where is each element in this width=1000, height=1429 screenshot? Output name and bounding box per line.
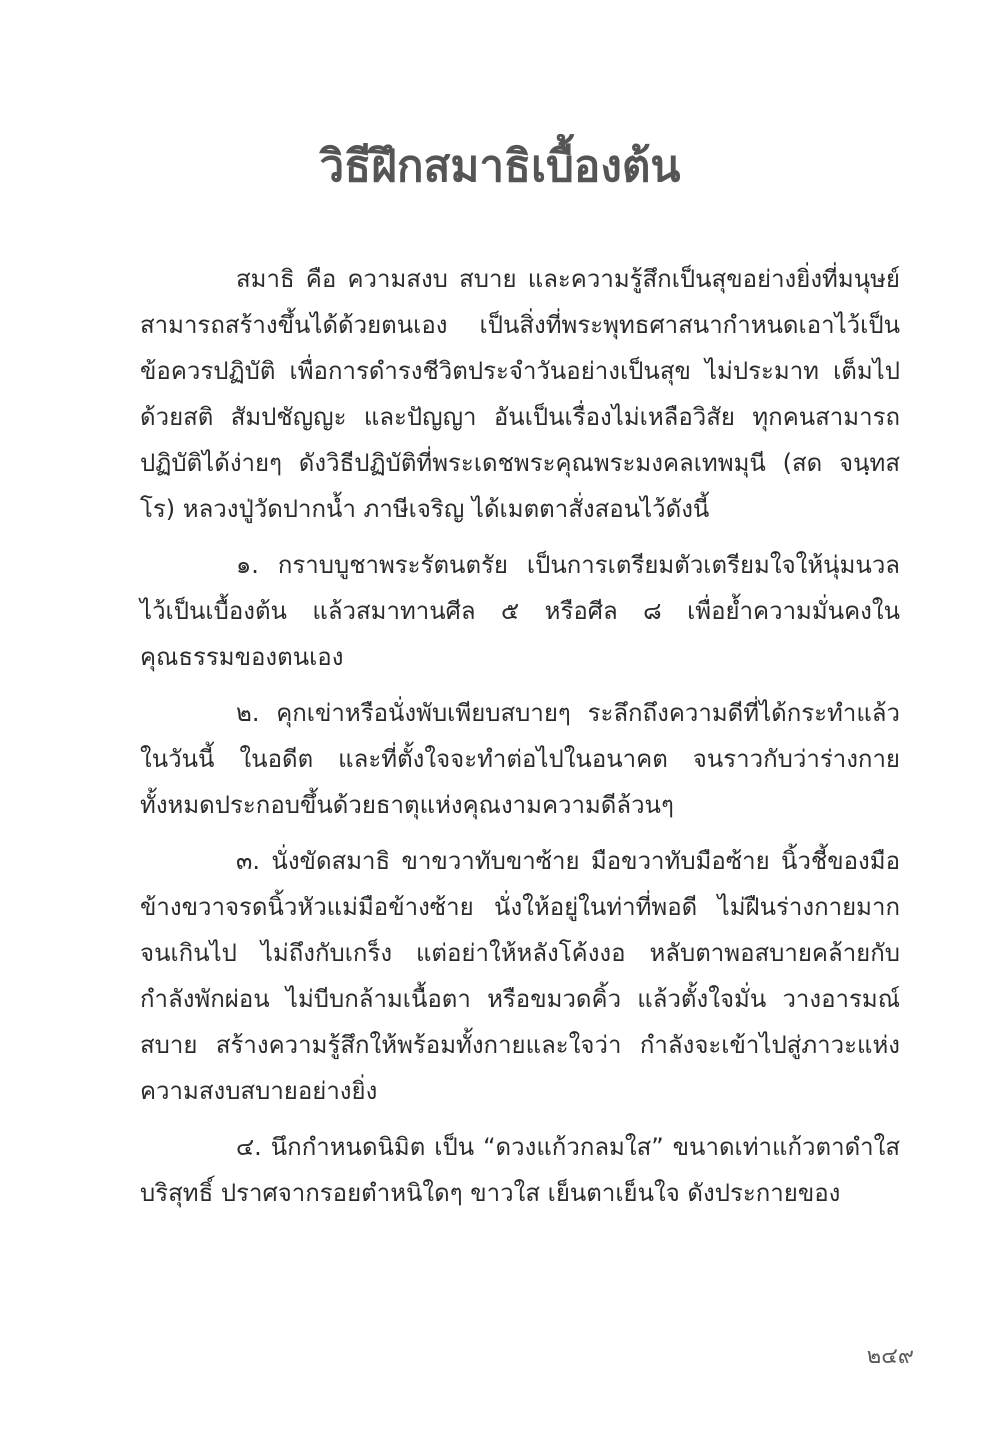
paragraph-step-4: ๔. นึกกำหนดนิมิต เป็น “ดวงแก้วกลมใส” ขนาดเท่าแก้วตาดำใสบริสุทธิ์ ปราศจากรอยตำหนิใดๆ ขาวใส เย็นตาเย็นใจ ดังประกายของ [140, 1133, 900, 1207]
paragraph-intro: สมาธิ คือ ความสงบ สบาย และความรู้สึกเป็นสุขอย่างยิ่งที่มนุษย์สามารถสร้างขึ้นได้ด้วยตนเอง เป็นสิ่งที่พระพุทธศาสนากำหนดเอาไว้เป็นข้อควรปฏิบัติ เพื่อการดำรงชีวิตประจำวันอย่างเป็นสุข ไม่ประมาท เต็มไปด้วยสติ สัมปชัญญะ และปัญญา อันเป็นเรื่องไม่เหลือวิสัย ทุกคนสามารถปฏิบัติได้ง่ายๆ ดังวิธีปฏิบัติที่พระเดชพระคุณพระมงคลเทพมุนี (สด จนฺทสโร) หลวงปู่วัดปากน้ำ ภาษีเจริญ ได้เมตตาสั่งสอนไว้ดังนี้ [140, 265, 900, 523]
paragraph-step-1: ๑. กราบบูชาพระรัตนตรัย เป็นการเตรียมตัวเตรียมใจให้นุ่มนวลไว้เป็นเบื้องต้น แล้วสมาทานศีล ๕ หรือศีล ๘ เพื่อย้ำความมั่นคงในคุณธรรมของตนเอง [140, 551, 900, 671]
page-title: วิธีฝึกสมาธิเบื้องต้น [319, 141, 681, 192]
paragraph-step-2: ๒. คุกเข่าหรือนั่งพับเพียบสบายๆ ระลึกถึงความดีที่ได้กระทำแล้วในวันนี้ ในอดีต และที่ตั้งใจจะทำต่อไปในอนาคต จนราวกับว่าร่างกายทั้งหมดประกอบขึ้นด้วยธาตุแห่งคุณงามความดีล้วนๆ [140, 699, 900, 819]
paragraph-step-3: ๓. นั่งขัดสมาธิ ขาขวาทับขาซ้าย มือขวาทับมือซ้าย นิ้วชี้ของมือข้างขวาจรดนิ้วหัวแม่มือข้างซ้าย นั่งให้อยู่ในท่าที่พอดี ไม่ฝืนร่างกายมากจนเกินไป ไม่ถึงกับเกร็ง แต่อย่าให้หลังโค้งงอ หลับตาพอสบายคล้ายกับกำลังพักผ่อน ไม่บีบกล้ามเนื้อตา หรือขมวดคิ้ว แล้วตั้งใจมั่น วางอารมณ์สบาย สร้างความรู้สึกให้พร้อมทั้งกายและใจว่า กำลังจะเข้าไปสู่ภาวะแห่งความสงบสบายอย่างยิ่ง [140, 847, 900, 1105]
document-body [140, 256, 900, 1226]
page-number: ๒๔๙ [866, 1344, 914, 1369]
